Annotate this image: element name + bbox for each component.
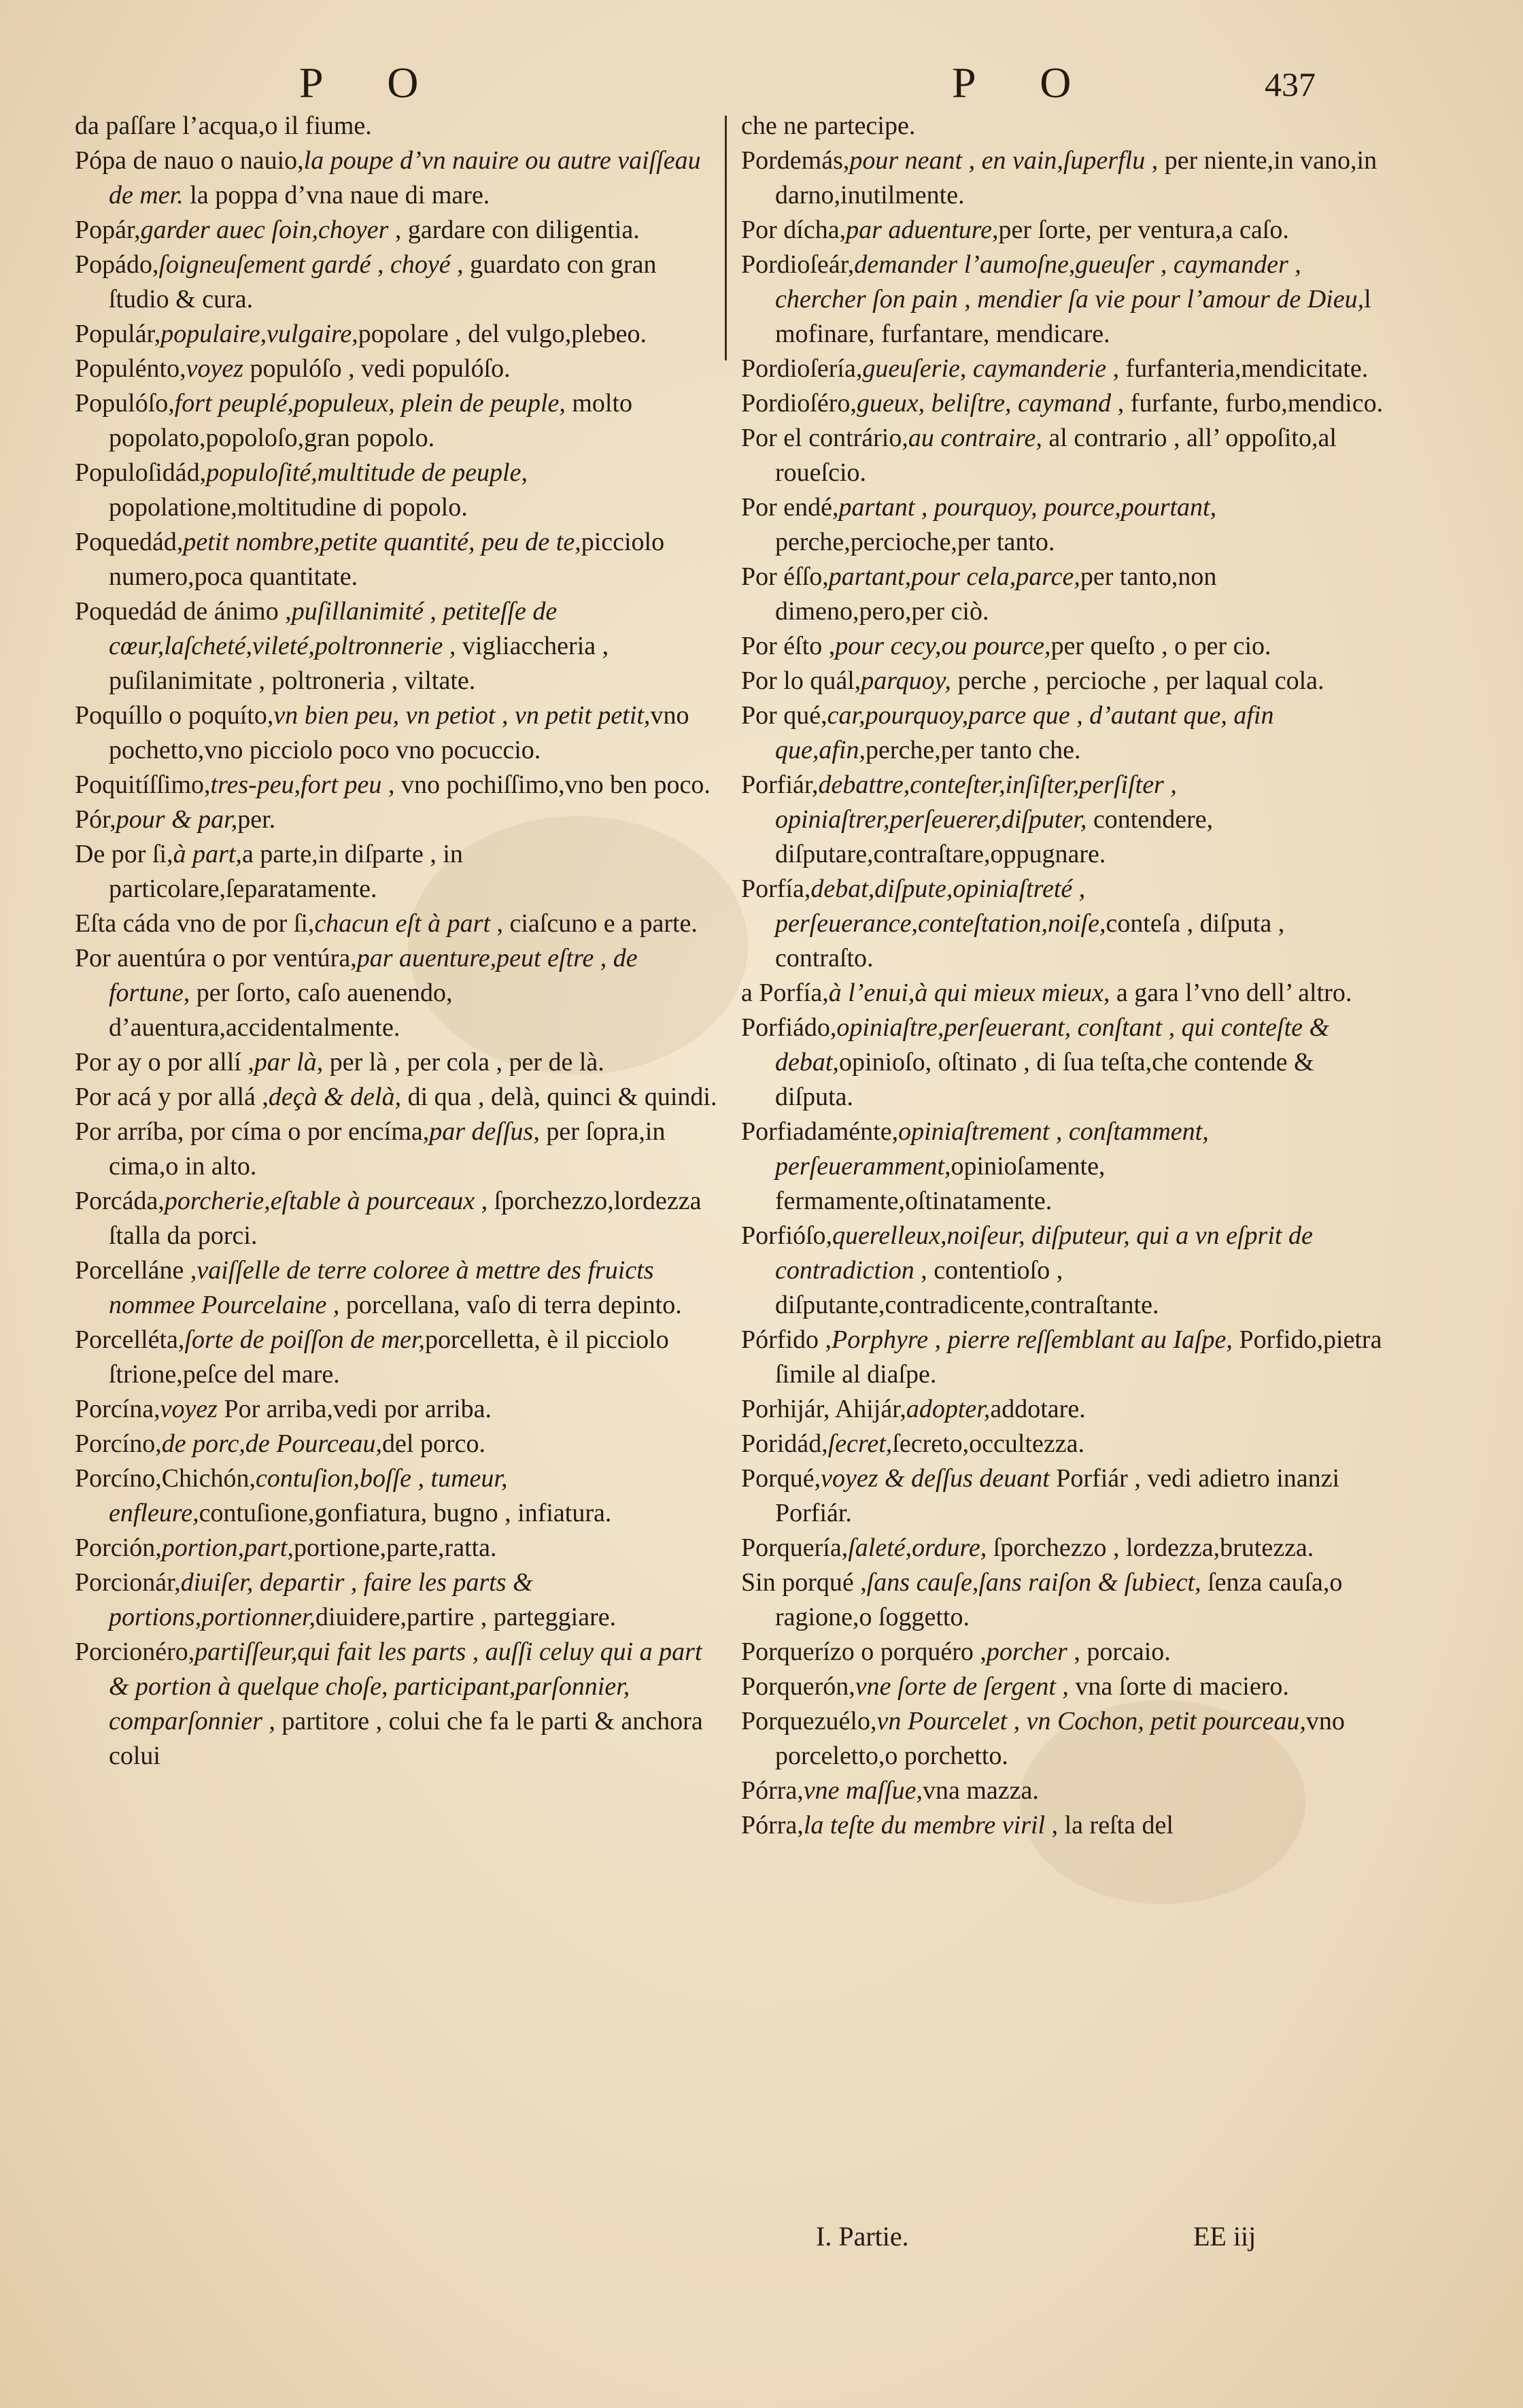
- headword: Porcionár,: [75, 1568, 181, 1597]
- dictionary-entry: [741, 1461, 1387, 1531]
- french-gloss: populaire,vulgaire,: [160, 320, 358, 348]
- italian-gloss: Por arriba,vedi por arriba.: [217, 1395, 492, 1423]
- dictionary-entry: [75, 1080, 721, 1115]
- french-gloss: car,pourquoy,parce que , d’autant que, afin que,afin,: [775, 701, 1274, 764]
- dictionary-entry: [75, 1531, 721, 1565]
- italian-gloss: popolare , del vulgo,plebeo.: [358, 320, 647, 348]
- french-gloss: tres-peu,fort peu: [210, 770, 382, 799]
- headword: a Porfía,: [741, 979, 829, 1007]
- dictionary-entry: [741, 1565, 1387, 1635]
- french-gloss: gueuſerie, caymanderie: [862, 354, 1107, 383]
- french-gloss: demander l’aumoſne,gueuſer , caymander , chercher ſon pain , mendier ſa vie pour l’amour de Dieu,: [775, 250, 1365, 313]
- dictionary-entry: [741, 490, 1387, 560]
- dictionary-entry: [741, 1635, 1387, 1669]
- french-gloss: la poupe d’vn nauire ou autre vaiſſeau de mer.: [109, 146, 701, 209]
- dictionary-entry: [75, 1392, 721, 1427]
- italian-gloss: da paſſare l’acqua,o il fiume.: [75, 112, 372, 140]
- french-gloss: petit nombre,petite quantité, peu de te,: [183, 528, 581, 556]
- dictionary-entry: [75, 1184, 721, 1253]
- italian-gloss: partitore , colui che fa le parti & anchora colui: [109, 1707, 703, 1770]
- italian-gloss: di qua , delà, quinci & quindi.: [401, 1083, 717, 1111]
- dictionary-entry: [741, 352, 1387, 386]
- italian-gloss: vna ſorte di maciero.: [1068, 1672, 1289, 1701]
- italian-gloss: vno porceletto,o porchetto.: [775, 1707, 1345, 1770]
- headword: Sin porqué ,: [741, 1568, 867, 1597]
- italian-gloss: opinioſamente, fermamente,oſtinatamente.: [775, 1152, 1106, 1215]
- french-gloss: à part,: [173, 840, 242, 868]
- running-header: [0, 37, 1523, 112]
- french-gloss: debattre,conteſter,inſiſter,perſiſter , opiniaſtrer,perſeuerer,diſputer,: [775, 770, 1177, 834]
- headword: Pordioſería,: [741, 354, 863, 383]
- italian-gloss: , la reſta del: [1045, 1811, 1174, 1839]
- french-gloss: opiniaſtrement , conſtamment, perſeueramment,: [775, 1117, 1209, 1181]
- french-gloss: deçà & delà,: [268, 1083, 402, 1111]
- dictionary-entry: [741, 1704, 1387, 1774]
- french-gloss: voyez: [186, 354, 244, 383]
- header-left: P O: [299, 58, 446, 107]
- italian-gloss: , guardato con gran ſtudio & cura.: [109, 250, 657, 313]
- italian-gloss: diuidere,partire , parteggiare.: [315, 1603, 617, 1631]
- french-gloss: ſorte de poiſſon de mer,: [184, 1325, 425, 1354]
- headword: Pordemás,: [741, 146, 850, 175]
- french-gloss: ſans cauſe,ſans raiſon & ſubiect,: [866, 1568, 1201, 1597]
- dictionary-entry: [75, 143, 721, 213]
- headword: Por éſto ,: [741, 632, 836, 660]
- italian-gloss: , furfanteria,mendicitate.: [1106, 354, 1369, 383]
- headword: Porción,: [75, 1533, 162, 1562]
- dictionary-entry: [741, 143, 1387, 213]
- french-gloss: parquoy,: [861, 666, 951, 695]
- italian-gloss: la poppa d’vna naue di mare.: [183, 181, 490, 209]
- french-gloss: garder auec ſoin,choyer: [140, 216, 389, 244]
- french-gloss: chacun eſt à part: [314, 909, 490, 938]
- french-gloss: pour cecy,ou pource,: [835, 632, 1051, 660]
- french-gloss: vne ſorte de ſergent ,: [855, 1672, 1069, 1701]
- dictionary-entry: [75, 906, 721, 941]
- headword: Populár,: [75, 320, 161, 348]
- italian-gloss: popolatione,moltitudine di popolo.: [109, 493, 468, 522]
- page-footer: [0, 2220, 1523, 2275]
- headword: Pórra,: [741, 1776, 804, 1805]
- french-gloss: Porphyre , pierre reſſemblant au Iaſpe,: [832, 1325, 1233, 1354]
- french-gloss: partant , pourquoy, pource,pourtant,: [838, 493, 1217, 522]
- headword: Poquedád,: [75, 528, 184, 556]
- dictionary-entry: [741, 629, 1387, 664]
- headword: Popádo,: [75, 250, 159, 279]
- headword: Poquitíſſimo,: [75, 770, 211, 799]
- headword: Popár,: [75, 216, 141, 244]
- dictionary-entry: [741, 1323, 1387, 1392]
- french-gloss: puſillanimité , petiteſſe de cœur,laſcheté,vileté,poltronnerie ,: [109, 597, 558, 660]
- italian-gloss: al contrario , all’ oppoſito,al roueſcio.: [775, 424, 1337, 487]
- headword: Eſta cáda vno de por ſi,: [75, 909, 315, 938]
- headword: Porcíno,Chichón,: [75, 1464, 256, 1493]
- french-gloss: par aduenture,: [846, 216, 999, 244]
- french-gloss: vn bien peu, vn petiot , vn petit petit,: [273, 701, 651, 730]
- headword: Porquezuélo,: [741, 1707, 877, 1735]
- headword: Porfía,: [741, 875, 811, 903]
- dictionary-entry: [75, 802, 721, 837]
- dictionary-entry: [75, 1635, 721, 1774]
- italian-gloss: perche , percioche , per laqual cola.: [951, 666, 1324, 695]
- headword: Por acá y por allá ,: [75, 1083, 269, 1111]
- italian-gloss: per queſto , o per cio.: [1050, 632, 1271, 660]
- headword: Porqué,: [741, 1464, 821, 1493]
- french-gloss: porcherie,eſtable à pourceaux ,: [164, 1187, 488, 1215]
- dictionary-entry: [75, 1427, 721, 1461]
- dictionary-entry: [741, 1774, 1387, 1808]
- headword: Porfiár,: [741, 770, 819, 799]
- dictionary-entry: [75, 352, 721, 386]
- headword: Por ay o por allí ,: [75, 1048, 254, 1076]
- dictionary-entry: [75, 213, 721, 248]
- italian-gloss: Porfido,pietra ſimile al diaſpe.: [775, 1325, 1382, 1389]
- french-gloss: de porc,de Pourceau,: [161, 1429, 383, 1458]
- dictionary-entry: [741, 698, 1387, 768]
- dictionary-entry: [741, 421, 1387, 490]
- dictionary-entry: [75, 1461, 721, 1531]
- headword: Por arríba, por címa o por encíma,: [75, 1117, 430, 1146]
- dictionary-entry: [741, 872, 1387, 976]
- dictionary-entry: [75, 317, 721, 352]
- headword: Por auentúra o por ventúra,: [75, 944, 357, 972]
- dictionary-entry: [75, 837, 721, 906]
- dictionary-entry: [75, 525, 721, 594]
- headword: Porcíno,: [75, 1429, 162, 1458]
- french-gloss: à l’enui,à qui mieux mieux,: [828, 979, 1110, 1007]
- catchword: EE iij: [1193, 2221, 1256, 2252]
- headword: Porfiádo,: [741, 1013, 837, 1042]
- italian-gloss: per là , per cola , per de là.: [323, 1048, 604, 1076]
- french-gloss: diuiſer, departir , faire les parts & portions,portionner,: [109, 1568, 533, 1631]
- italian-gloss: , ciaſcuno e a parte.: [490, 909, 698, 938]
- french-gloss: partiſſeur,qui fait les parts , auſſi celuy qui a part & portion à quelque choſe, participant,parſonnier, comparſonnier ,: [109, 1638, 702, 1735]
- italian-gloss: per tanto,non dimeno,pero,per ciò.: [775, 562, 1217, 626]
- headword: Por qué,: [741, 701, 827, 730]
- dictionary-entry: [741, 1531, 1387, 1565]
- headword: Pordioſeár,: [741, 250, 855, 279]
- french-gloss: vaiſſelle de terre coloree à mettre des fruicts nommee Pourcelaine ,: [109, 1256, 654, 1319]
- italian-gloss: , gardare con diligentia.: [388, 216, 640, 244]
- headword: Porcína,: [75, 1395, 160, 1423]
- dictionary-entry: [741, 1392, 1387, 1427]
- italian-gloss: conteſa , diſputa , contraſto.: [775, 909, 1285, 972]
- headword: Pordioſéro,: [741, 389, 857, 418]
- dictionary-entry: [741, 768, 1387, 872]
- dictionary-entry: [75, 1323, 721, 1392]
- french-gloss: par deſſus,: [429, 1117, 540, 1146]
- french-gloss: populoſité,multitude de peuple,: [206, 458, 528, 487]
- italian-gloss: del porco.: [382, 1429, 485, 1458]
- headword: Por lo quál,: [741, 666, 861, 695]
- header-right: P O: [952, 58, 1099, 107]
- column-divider: [725, 116, 727, 360]
- italian-gloss: portione,parte,ratta.: [293, 1533, 497, 1562]
- french-gloss: fort peuplé,populeux, plein de peuple,: [174, 389, 566, 418]
- italian-gloss: ſenza cauſa,o ragione,o ſoggetto.: [775, 1568, 1343, 1631]
- dictionary-entry: [75, 1253, 721, 1323]
- headword: Porcelléta,: [75, 1325, 185, 1354]
- headword: Populóſo,: [75, 389, 175, 418]
- italian-gloss: porcelletta, è il picciolo ſtrione,peſce del mare.: [109, 1325, 669, 1389]
- dictionary-entry: [75, 768, 721, 802]
- dictionary-entry: [741, 213, 1387, 248]
- french-gloss: opiniaſtre,perſeuerant, conſtant , qui conteſte & debat,: [775, 1013, 1330, 1076]
- dictionary-entry: [741, 1115, 1387, 1219]
- italian-gloss: vna mazza.: [922, 1776, 1039, 1805]
- dictionary-entry: [75, 109, 721, 143]
- italian-gloss: , porcaio.: [1067, 1638, 1171, 1666]
- italian-gloss: opinioſo, oſtinato , di ſua teſta,che contende & diſputa.: [775, 1048, 1314, 1111]
- headword: Porfióſo,: [741, 1221, 833, 1250]
- italian-gloss: per ſorte, per ventura,a caſo.: [998, 216, 1289, 244]
- french-gloss: querelleux,noiſeur, diſputeur, qui a vn eſprit de contradiction: [775, 1221, 1313, 1285]
- italian-gloss: perche,per tanto che.: [865, 736, 1081, 764]
- dictionary-entry: [741, 109, 1387, 143]
- italian-gloss: a parte,in diſparte , in particolare,ſeparatamente.: [109, 840, 463, 903]
- dictionary-entry: [741, 1219, 1387, 1323]
- headword: Poridád,: [741, 1429, 828, 1458]
- dictionary-entry: [75, 698, 721, 768]
- french-gloss: porcher: [986, 1638, 1067, 1666]
- headword: Por éſſo,: [741, 562, 829, 591]
- headword: Porquerón,: [741, 1672, 855, 1701]
- page-number: 437: [1265, 65, 1316, 103]
- headword: Porcionéro,: [75, 1638, 195, 1666]
- italian-gloss: , vno pochiſſimo,vno ben poco.: [381, 770, 711, 799]
- headword: Porquerízo o porquéro ,: [741, 1638, 987, 1666]
- french-gloss: au contraire,: [908, 424, 1042, 452]
- italian-gloss: che ne partecipe.: [741, 112, 916, 140]
- headword: Porcelláne ,: [75, 1256, 197, 1285]
- headword: Populénto,: [75, 354, 186, 383]
- french-gloss: par auenture,peut eſtre , de fortune,: [109, 944, 638, 1007]
- headword: Pór,: [75, 805, 116, 834]
- french-gloss: gueux, beliſtre, caymand: [856, 389, 1112, 418]
- italian-gloss: Porfiár , vedi adietro inanzi Porfiár.: [775, 1464, 1340, 1527]
- dictionary-entry: [741, 1427, 1387, 1461]
- french-gloss: pour neant , en vain,ſuperflu: [849, 146, 1146, 175]
- italian-gloss: perche,percioche,per tanto.: [775, 528, 1055, 556]
- french-gloss: voyez & deſſus deuant: [821, 1464, 1050, 1493]
- french-gloss: pour & par,: [116, 805, 238, 834]
- headword: Pópa de nauo o nauio,: [75, 146, 304, 175]
- headword: Porfiadaménte,: [741, 1117, 899, 1146]
- italian-gloss: vno pochetto,vno picciolo poco vno pocuccio.: [109, 701, 689, 764]
- dictionary-entry: [741, 386, 1387, 421]
- italian-gloss: l mofinare, furfantare, mendicare.: [775, 285, 1371, 348]
- italian-gloss: contendere, diſputare,contraſtare,oppugnare.: [775, 805, 1214, 868]
- dictionary-entry: [741, 664, 1387, 698]
- dictionary-entry: [75, 594, 721, 698]
- headword: Populoſidád,: [75, 458, 207, 487]
- dictionary-entry: [75, 248, 721, 317]
- italian-gloss: ſporchezzo , lordezza,brutezza.: [987, 1533, 1314, 1562]
- italian-gloss: ſporchezzo,lordezza ſtalla da porci.: [109, 1187, 702, 1250]
- left-column: [75, 109, 721, 1774]
- signature-mark: I. Partie.: [816, 2221, 909, 2252]
- french-gloss: ſaleté,ordure,: [848, 1533, 987, 1562]
- french-gloss: debat,diſpute,opiniaſtreté , perſeuerance,conteſtation,noiſe,: [775, 875, 1106, 938]
- headword: Por dícha,: [741, 216, 846, 244]
- italian-gloss: , furfante, furbo,mendico.: [1111, 389, 1384, 418]
- headword: Porcáda,: [75, 1187, 165, 1215]
- headword: Pórra,: [741, 1811, 804, 1839]
- italian-gloss: , per niente,in vano,in darno,inutilmente.: [775, 146, 1377, 209]
- dictionary-entry: [741, 1669, 1387, 1704]
- french-gloss: vne maſſue,: [803, 1776, 923, 1805]
- french-gloss: portion,part,: [161, 1533, 294, 1562]
- dictionary-entry: [75, 386, 721, 456]
- dictionary-entry: [741, 248, 1387, 352]
- dictionary-entry: [75, 1045, 721, 1080]
- italian-gloss: populóſo , vedi populóſo.: [243, 354, 511, 383]
- french-gloss: voyez: [160, 1395, 218, 1423]
- headword: Porquería,: [741, 1533, 849, 1562]
- dictionary-entry: [75, 456, 721, 525]
- italian-gloss: a gara l’vno dell’ altro.: [1110, 979, 1352, 1007]
- italian-gloss: per ſopra,in cima,o in alto.: [109, 1117, 666, 1181]
- french-gloss: contuſion,boſſe , tumeur, enfleure,: [109, 1464, 508, 1527]
- headword: Porhijár, Ahijár,: [741, 1395, 906, 1423]
- right-column: [741, 109, 1387, 1843]
- dictionary-entry: [75, 1115, 721, 1184]
- headword: Pórfido ,: [741, 1325, 832, 1354]
- french-gloss: ſoigneuſement gardé , choyé: [158, 250, 451, 279]
- italian-gloss: picciolo numero,poca quantitate.: [109, 528, 665, 591]
- french-gloss: vn Pourcelet , vn Cochon, petit pourceau,: [876, 1707, 1306, 1735]
- italian-gloss: vigliaccheria , puſilanimitate , poltroneria , viltate.: [109, 632, 609, 695]
- dictionary-entry: [741, 1011, 1387, 1115]
- headword: De por ſi,: [75, 840, 173, 868]
- headword: Por endé,: [741, 493, 839, 522]
- dictionary-entry: [741, 560, 1387, 629]
- dictionary-entry: [741, 1808, 1387, 1843]
- italian-gloss: porcellana, vaſo di terra depinto.: [339, 1291, 682, 1319]
- headword: Poquíllo o poquíto,: [75, 701, 274, 730]
- french-gloss: adopter,: [906, 1395, 991, 1423]
- french-gloss: partant,pour cela,parce,: [828, 562, 1080, 591]
- italian-gloss: contuſione,gonfiatura, bugno , infiatura.: [199, 1499, 612, 1527]
- dictionary-entry: [75, 1565, 721, 1635]
- italian-gloss: per ſorto, caſo auenendo, d’auentura,accidentalmente.: [109, 979, 453, 1042]
- italian-gloss: ſecreto,occultezza.: [892, 1429, 1084, 1458]
- italian-gloss: per.: [237, 805, 276, 834]
- dictionary-entry: [741, 976, 1387, 1011]
- italian-gloss: , contentioſo , diſputante,contradicente,contraſtante.: [775, 1256, 1159, 1319]
- headword: Poquedád de ánimo ,: [75, 597, 292, 626]
- italian-gloss: addotare.: [990, 1395, 1086, 1423]
- french-gloss: la teſte du membre viril: [803, 1811, 1046, 1839]
- french-gloss: ſecret,: [827, 1429, 893, 1458]
- italian-gloss: molto popolato,popoloſo,gran popolo.: [109, 389, 633, 452]
- dictionary-entry: [75, 941, 721, 1045]
- headword: Por el contrário,: [741, 424, 908, 452]
- french-gloss: par là,: [254, 1048, 324, 1076]
